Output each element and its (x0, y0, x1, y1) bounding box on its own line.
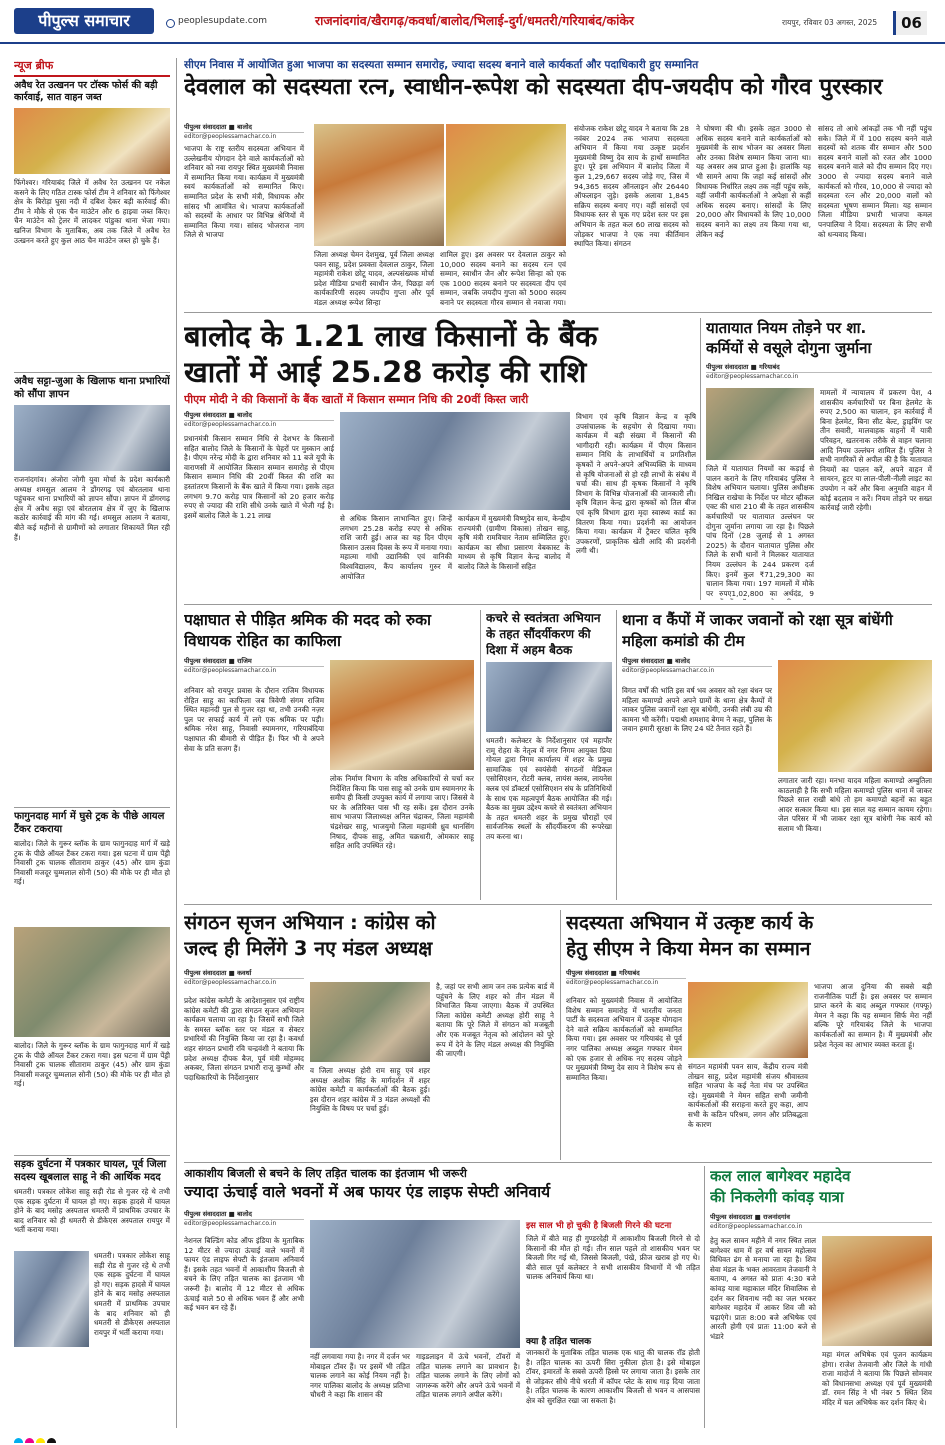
kisan-subhead: पीएम मोदी ने की किसानों के बैंक खातों में किसान सम्मान निधि की 20वीं किस्त जारी (184, 393, 529, 406)
top-col-3: शामिल हुए। इस अवसर पर देवलाल ठाकुर को 10,000 सदस्य बनाने का सदस्य रत्न एवं सम्मान, स्वाधीन जैन और रूपेश सिन्हा को एक एक 1000 सदस्य बनाने पर सदस्यता दीप एवं सम्मान, जबकि जयदीप गुप्ता को 5000 सदस्य बनाने पर सदस्यता गौरव सम्मान से नवाजा गया। (440, 250, 566, 307)
raksha-story (622, 610, 932, 900)
brief-4-more: धमतरी। पत्रकार लोकेश साहू सड़ी रोड से गुजर रहे थे तभी एक सड़क दुर्घटना में घायल हो गए। सड़क हादसे में घायल होने के बाद मसोह अस्पताल धमतरी में प्राथमिक उपचार के बाद शनिवार को ही धमतरी से डीकेएस अस्पताल रायपुर में भर्ती कराया गया। (94, 1251, 170, 1337)
raksha-col-1: विगत वर्षों की भांति इस वर्ष भव अवसर को रक्षा बंधन पर महिला कमाण्डो अपने अपने ग्रामों के थाना क्षेत्र कैम्पों में जाकर पुलिस जवानों रक्षा सूत्र बांधेंगी, उनकी लंबी उम्र की कामना भी करेंगी। पद्मश्री शमशाद बेगम ने कहा, पुलिस के जवान हमारी सुरक्षा के लिए 24 घंटे तैनात रहते हैं। (622, 686, 772, 734)
mla-photo (330, 660, 474, 770)
raksha-headline: थाना व कैंपों में जाकर जवानों को रक्षा सूत्र बांधेंगी महिला कमांडो की टीम (622, 611, 893, 650)
traffic-email: editor@peoplessamachar.co.in (706, 373, 799, 380)
raksha-photo (778, 660, 932, 772)
fire-headline: ज्यादा ऊंचाई वाले भवनों में अब फायर एंड लाइफ सेफ्टी अनिवार्य (184, 1183, 551, 1201)
kanwar-col-1: हेतु कल सावन महीने में नगर स्थित लाल बागेश्वर धाम में हर वर्ष सावन महोत्सव विधिवत ढंग से मनाया जा रहा है। शिव सेवा मंडल के भक्त आवरताम तेजवानी ने बताया, 4 अगस्त को प्रातः 4:30 बजे कांवड़ यात्रा महाकाल मंदिर शिवालिक से दर्शन कर शिवनाथ नदी का जल भरकर बागेश्वर महादेव में आकर शिव जी को चढ़ाएंगे। प्रातः 8:00 बजे अभिषेक एवं आरती होगी एवं प्रातः 11:00 बजे से भंडारे (710, 1236, 816, 1341)
traffic-col-1: जिले में यातायात नियमों का कड़ाई से पालन कराने के लिए गरियाबंद पुलिस ने विशेष अभियान चलाया। पुलिस अधीक्षक निखिल राखेचा के निर्देश पर मोटर व्हीकल एक्ट की धारा 210 बी के तहत शासकीय कर्मचारियों पर यातायात उल्लंघन पर दोगुना जुर्माना लगाया जा रहा है। पिछले पांच दिनों (28 जुलाई से 1 अगस्त 2025) के दौरान यातायात पुलिस और जिले के सभी थानों ने मिलकर यातायात नियम उल्लंघन के 244 प्रकरण दर्ज किए। इनमें कुल ₹71,29,300 का चालान किया गया। 197 मामलों में मौके पर रुपए1,02,800 का अर्थदंड, 9 (706, 464, 814, 598)
kanwar-email: editor@peoplessamachar.co.in (710, 1223, 803, 1230)
memon-col-2: संगठन महामंत्री पवन साय, केंद्रीय राज्य मंत्री तोखन साहू, प्रदेश महामंत्री संजय श्रीवास्तव सहित भाजपा के कई नेता मंच पर उपस्थित रहे। मुख्यमंत्री ने मेमन सहित सभी जमीनी कार्यकर्ताओं की सराहना करते हुए कहा, आप सभी के कठिन परिश्रम, लगन और प्रतिबद्धता के कारण (688, 1062, 808, 1129)
brief-4-photo (14, 1251, 89, 1347)
congress-email: editor@peoplessamachar.co.in (184, 979, 277, 986)
kanwar-col-2: महा मंगल अभिषेक एवं पूजन कार्यक्रम होगा। राजेश तेजवानी और जिले के गांधी राजा मादोर्ज ने बताया कि पिछले सोमवार को विधानसभा अध्यक्ष एवं पूर्व मुख्यमंत्री डॉ. रमन सिंह ने भी नंबर 5 स्थित शिव मंदिर में चल अभिषेक कर दर्शन किए थे। (822, 1350, 932, 1407)
brief-1-text: फिंगेश्वर। गरियाबंद जिले में अवैध रेत उत्खनन पर नकेल कसने के लिए गठित टास्क फोर्स टीम ने शनिवार को फिंगेश्वर क्षेत्र के बिरोड़ा घुसा नदी में दबिश देकर बड़ी कार्रवाई की। टीम ने मौके से एक चैन माउंटेन और 6 हाइवा जब्त किए। चैन माउंटेन को ट्रेलर में लादकर पांडुका थाना भेजा गया। खनिज विभाग के मुताबिक, अब तक जिले में अवैध रेत उत्खनन करते हुए कुल आठ चैन माउंटेन जब्त हो चुके हैं। (14, 178, 170, 245)
congress-col-3: है, जहां पर सभी आम जन तक प्रत्येक बार्ड में पहुंचने के लिए शहर को तीन मंडल में विभाजित किया जाएगा। बैठक में उपस्थित जिला कांग्रेस कमेटी अध्यक्ष होरी साहू ने बताया कि पूरे जिले में संगठन को मजबूती और एक मजबूत नेतृत्व को आंदोलन को पूरे रूप में देने के लिए मंडल अध्यक्ष की नियुक्ति की जाएगी। (436, 982, 554, 1059)
kisan-byline: पीपुल्स संवाददाता ■ बालोद (184, 410, 334, 421)
cleanliness-photo (486, 662, 612, 732)
fire-col-1: नेशनल बिल्डिंग कोड ऑफ इंडिया के मुताबिक 12 मीटर से ज्यादा ऊंचाई वाले भवनों में फायर एंड लाइफ सेफ्टी के इंतजाम अनिवार्य हैं। इसके तहत भवनों में आकाशीय बिजली से बचने के लिए तड़ित चालक का इंतजाम भी जरूरी है। बालोद में 12 मीटर से अधिक ऊंचाई वाले 50 से अधिक भवन हैं और अभी कई भवन बन रहे हैं। (184, 1236, 304, 1313)
top-caption: जिला अध्यक्ष चेमन देशमुख, पूर्व जिला अध्यक्ष पवन साहू, प्रदेश प्रवक्ता देवलाल ठाकुर, जिला महामंत्री राकेश छोटू यादव, अल्पसंख्यक मोर्चा प्रदेश मीडिया प्रभारी स्वाधीन जैन, पिछड़ा वर्ग कार्यकारिणी सदस्य जयदीप गुप्ता और पूर्व मंडल अध्यक्ष रूपेश सिन्हा (314, 250, 434, 307)
kanwar-headline-2: की निकलेगी कांवड़ यात्रा (710, 1188, 844, 1206)
fire-story (184, 1166, 700, 1428)
top-col-5: ने घोषणा की थी। इसके तहत 3000 से अधिक सदस्य बनाने वाले कार्यकर्ताओं को मुख्यमंत्री के साथ भोजन का अवसर मिला और उनका विशेष सम्मान किया जाना था। यह अवसर अब प्राप्त हुआ है। हालांकि यह भी सामने आया कि जहां कई सांसदों और विधायक निर्धारित लक्ष्य तक नहीं पहुंच सके, वहीं जमीनी कार्यकर्ताओं ने अपेक्षा से कहीं अधिक सदस्य बनाए। सांसदों के लिए 20,000 और विधायकों के लिए 10,000 सदस्य बनाने का लक्ष्य तय किया गया था, लेकिन कई (696, 124, 811, 239)
congress-photo (310, 982, 430, 1062)
congress-col-1: प्रदेश कांग्रेस कमेटी के आदेशानुसार एवं राष्ट्रीय कांग्रेस कमेटी की द्वारा संगठन सृजन अभियान कार्यक्रम चलाया जा रहा है। जिसमें सभी जिले के समस्त ब्लॉक स्तर पर मंडल व सेक्टर प्रभारियों की नियुक्ति किया जा रहा है। कवर्धा शहर संगठन प्रभारी रवि चन्द्रवंशी ने बताया कि प्रदेश अध्यक्ष दीपक बैज, पूर्व मंत्री मोहम्मद अकबर, जिला संगठन प्रभारी राजू कुम्भों और पदाधिकारियों के निर्देशानुसार (184, 996, 304, 1082)
top-kicker: सीएम निवास में आयोजित हुआ भाजपा का सदस्यता सम्मान समारोह, ज्यादा सदस्य बनाने वाले कार्यकर्ता और पदाधिकारी हुए सम्मानित (184, 59, 699, 71)
mla-byline: पीपुल्स संवाददाता ■ राजिम (184, 656, 324, 667)
kisan-email: editor@peoplessamachar.co.in (184, 421, 277, 428)
kisan-col-3: विभाग एवं कृषि विज्ञान केन्द्र व कृषि उपसंचालक के सहयोग से दिखाया गया। कार्यक्रम में बड़ी संख्या में किसानों की भागीदारी रही। कार्यक्रम में पीएम किसान सम्मान निधि के लाभार्थियों व प्रगतिशील कृषकों ने अपने-अपने अभिव्यक्ति के माध्यम से कृषि योजनाओं से हो रही लाभों के संबंध में चर्चा की। साथ ही कृषक किसानों ने कृषि विभाग के विभिन्न योजनाओं की जानकारी ली। कृषि विज्ञान केन्द्र द्वारा कृषकों को तिल बीज एवं कृषि विभाग द्वारा मृदा स्वास्थ्य कार्ड का वितरण किया गया। प्रदर्शनी का आयोजन किया गया। कार्यक्रम में ट्रैक्टर चलित कृषि उपकरणों, प्राकृतिक खेती आदि की प्रदर्शनी लगी थी। (576, 412, 696, 556)
mla-col-2: लोक निर्माण विभाग के वरिष्ठ अधिकारियों से चर्चा कर निर्देशित किया कि पास साहू को उनके ग्राम स्यामनगर के समीप ही किसी उपयुक्त कार्य में लगाया जाए। जिससे वे घर के अतिरिक्त पास भी रह सकें। इस दौरान उनके साथ भाजपा जिलाध्यक्ष अनिल चंद्राकर, जिला महामंत्री चंद्रशेखर साहू, भाजयुमो जिला महामंत्री ध्रुव थानसिंग निषाद, दीपक साहू, अमित चक्रधारी, ओमकार साहू सहित आदि उपस्थित रहे। (330, 774, 474, 851)
congress-headline-1: संगठन सृजन अभियान : कांग्रेस को (184, 911, 436, 934)
memon-headline-2: हेतु सीएम ने किया मेमन का सम्मान (566, 938, 811, 960)
kanwar-headline-1: कल लाल बागेश्वर महादेव (710, 1167, 851, 1185)
cleanliness-text: धमतरी। कलेक्टर के निर्देशानुसार एवं महापौर रामू रोहरा के नेतृत्व में नगर निगम आयुक्त प्रिया गोयल द्वारा निगम कार्यालय में शहर के प्रमुख सामाजिक एवं स्वयंसेवी संगठनों मेडिकल एसोसिएशन, रोटरी क्लब, लायंस क्लब, लायनेस क्लब एवं डॉक्टर्स एसोसिएशन संघ के प्रतिनिधियों के साथ एक महत्वपूर्ण बैठक आयोजित की गई। बैठक का मुख्य उद्देश्य कचरे से स्वतंत्रता अभियान के तहत धमतरी शहर के प्रमुख चौराहों एवं सार्वजनिक स्थलों के सौंदर्यीकरण की रूपरेखा तय करना था। (486, 736, 612, 841)
memon-email: editor@peoplessamachar.co.in (566, 979, 659, 986)
top-headline: देवलाल को सदस्यता रत्न, स्वाधीन-रूपेश को सदस्यता दीप-जयदीप को गौरव पुरस्कार (184, 74, 883, 100)
memon-col-1: शनिवार को मुख्यमंत्री निवास में आयोजित विशेष सम्मान समारोह में भारतीय जनता पार्टी के सदस्यता अभियान में उत्कृष्ट योगदान देने वाले सक्रिय कार्यकर्ताओं को सम्मानित किया गया। इस अवसर पर गरियाबंद से पूर्व नगर पालिका अध्यक्ष अब्दुल गफ्फार मेमन को एक हजार से अधिक नए सदस्य जोड़ने पर मुख्यमंत्री विष्णु देव साय ने विशेष रूप से सम्मानित किया। (566, 996, 682, 1082)
congress-col-2: व जिला अध्यक्ष होरी राम साहू एवं शहर अध्यक्ष अशोक सिंह के मार्गदर्शन में शहर कांग्रेस कमेटी व कार्यकर्ताओं की बैठक हुई। इस दौरान शहर कांग्रेस में 3 मंडल अध्यक्षों की नियुक्ति के विषय पर चर्चा हुई। (310, 1066, 430, 1114)
brief-2-photo (14, 405, 170, 471)
brief-4-text: धमतरी। पत्रकार लोकेश साहू सड़ी रोड से गुजर रहे थे तभी एक सड़क दुर्घटना में घायल हो गए। सड़क हादसे में घायल होने के बाद मसोह अस्पताल धमतरी में प्राथमिक उपचार के बाद शनिवार को ही धमतरी से डीकेएस अस्पताल रायपुर में भर्ती कराया गया। (14, 1187, 170, 1235)
kanwar-story (710, 1166, 932, 1428)
brief-3-photo (14, 927, 170, 1037)
mla-story (184, 610, 474, 900)
print-color-bar (14, 1432, 932, 1443)
top-col-4: संयोजक राकेश छोटू यादव ने बताया कि 28 नवंबर 2024 तक भाजपा सदस्यता अभियान में किया गया उत्कृष्ट प्रदर्शन मुख्यमंत्री विष्णु देव साय के हाथों सम्मानित हुए। पूरे इस अभियान में बालोद जिला में कुल 1,29,667 सदस्य जोड़े गए, जिस में 94,365 सदस्य ऑनलाइन और 26440 ऑफलाइन जुड़े। इसके अलावा 1,845 सक्रिय सदस्य बनाए गए। वहीं सांसदों एवं विधायक स्तर से चूक गए प्रदेश स्तर पर इस अभियान के तहत कल 60 लाख सदस्य को जोड़कर भाजपा ने एक नया कीर्तिमान स्थापित किया। संगठन (574, 124, 689, 249)
kisan-col-2: से अधिक किसान लाभान्वित हुए। जिन्हें लगभग 25.28 करोड़ रुपए से अधिक राशि जारी हुई। आज का यह दिन पीएम किसान उत्सव दिवस के रूप में मनाया गया। महात्मा गांधी उद्यानिकी एवं वानिकी विश्वविद्यालय, कैंप कार्यालय गुरुर में आयोजित (340, 514, 452, 581)
memon-byline: पीपुल्स संवाददाता ■ गरियाबंद (566, 968, 686, 979)
fire-what-text: जानकारों के मुताबिक तड़ित चालक एक धातु की चालक रॉड होती है। तड़ित चालक का ऊपरी सिरा नुकीला होता है। इसे मोबाइल टॉवर, इमारतों के सबसे ऊपरी हिस्से पर लगाया जाता है। इसके तार से जोड़कर सीधे नीचे धरती में कॉपर प्लेट के साथ गाड़ दिया जाता है। तड़ित चालक के कारण आकाशीय बिजली से भवन व आसपास क्षेत्र को सुरक्षित रखा जा सकता है। (526, 1348, 700, 1405)
brief-2-text: राजनांदगांव। अंजोरा जोगी युवा मोर्चा के प्रदेश कार्यकारी अध्यक्ष शमसुल आलम ने डोंगरगढ़ एवं बोरतलाव थाना पहुंचकर थाना प्रभारियों को ज्ञापन सौंपा। ज्ञापन में डोंगरगढ़ क्षेत्र में अवैध सट्टा एवं बोरतलाव क्षेत्र में जुए के खिलाफ कठोर कार्रवाई की मांग की गई। शमसुल आलम ने बताया, बीते कई महीनों से ग्रामीणों को लगातार शिकायतें मिल रही हैं। (14, 475, 170, 542)
fire-box-title: इस साल भी हो चुकी है बिजली गिरने की घटना (526, 1221, 672, 1231)
mla-col-1: शनिवार को रायपुर प्रवास के दौरान राजिम विधायक रोहित साहू का काफिला जब त्रिवेणी संगम राजिम स्थित महानदी पुल से गुजर रहा था, तभी उनकी नज़र पुल पर सफाई कार्य में लगे एक श्रमिक पर पड़ी। श्रमिक नरेश साहू, निवासी स्यामनगर, गरियाबंदिया पक्षाघात की बीमारी से पीड़ित हैं। फिर भी वे अपने सेवा के प्रति सजग हैं। (184, 686, 324, 753)
top-email: editor@peoplessamachar.co.in (184, 133, 277, 140)
top-byline: पीपुल्स संवाददाता ■ बालोद (184, 122, 304, 133)
brief-1-title: अवैध रेत उत्खनन पर टॉस्क फोर्स की बड़ी कार्रवाई, सात वाहन जब्त (14, 80, 158, 103)
kisan-col-1: प्रधानमंत्री किसान सम्मान निधि से देशभर के किसानों सहित बालोद जिले के किसानों के चेहरों पर मुस्कान आई है। पीएम नरेन्द्र मोदी के द्वारा शनिवार को 11 बजे यूपी के वाराणसी में आयोजित किसान सम्मान समारोह से पीएम किसान सम्मान निधि की 20वीं किस्त की राशि का हस्तांतरण किसानों के बैंक खाते में किया गया। इसके तहत लगभग 9.70 करोड़ पात्र किसानों को 20 हजार करोड़ रुपए से ज्यादा की राशि सीधे उनके खाते में भेजी गई है। इसमें बालोद जिले के 1.21 लाख (184, 434, 334, 520)
kisan-headline-2: खातों में आई 25.28 करोड़ की राशि (184, 355, 587, 389)
kisan-photo (340, 412, 570, 510)
brief-4-title: सड़क दुर्घटना में पत्रकार घायल, पूर्व जिला सदस्य खूबलाल साहू ने की आर्थिक मदद (14, 1155, 170, 1184)
kanwar-byline: पीपुल्स संवाददाता ■ राजनांदगांव (710, 1212, 932, 1223)
traffic-col-2: मामलों में न्यायालय में प्रकरण पेश, 4 शासकीय कर्मचारियों पर बिना हेलमेट के रुपए 2,500 का चालान, इन कार्रवाई में बिना हेलमेट, बिना सीट बेल्ट, ड्राइविंग पर तीन सवारी, मालवाहक वाहनों में यात्री परिवहन, खतरनाक तरीके से वाहन चलाना आदि नियम उल्लंघन शामिल हैं। पुलिस ने सभी नागरिकों से अपील की है कि यातायात नियमों का पालन करें, अपने वाहन में सायरन, हूटर या लाल-पीली-नीली लाइट का उपयोग न करें और बिना अनुमति वाहन में कोई बदलाव न करें। नियम तोड़ने पर सख्त कार्रवाई जारी रहेगी। (820, 388, 932, 513)
congress-headline-2: जल्द ही मिलेंगे 3 नए मंडल अध्यक्ष (184, 937, 433, 960)
top-story (184, 58, 932, 308)
fire-col-2: नहीं लगवाया गया है। नगर में दर्जन भर मोबाइल टॉवर हैं। पर इसमें भी तड़ित चालक लगाने का कोई नियम नहीं है। नगर पालिका बालोद के अध्यक्ष प्रतिभा चौधरी ने कहा कि शासन की (310, 1352, 410, 1400)
kanwar-photo (822, 1236, 932, 1346)
brief-3-text: बालोद। जिले के गुरूर ब्लॉक के ग्राम फागुनदाह मार्ग में खड़े ट्रक के पीछे ऑयल टैंकर टकरा गया। इस घटना में ग्राम पेंड्री निवासी ट्रक चालक सीताराम ठाकुर (45) और ग्राम कुंडा निवासी मजदूर चुम्मलाल सोनी (50) की मौके पर ही मौत हो गई। (14, 839, 170, 887)
raksha-byline: पीपुल्स संवाददाता ■ बालोद (622, 656, 772, 667)
top-col-1: भाजपा के राष्ट्र स्तरीय सदस्यता अभियान में उल्लेखनीय योगदान देने वाले कार्यकर्ताओं को शनिवार को नवा रायपुर स्थित मुख्यमंत्री निवास में सम्मानित किया गया। कार्यक्रम में मुख्यमंत्री स्वयं कार्यकर्ताओं को सम्मानित किए। सम्मानित प्रदेश के सभी मंत्री, विधायक और सांसद भी आमंत्रित थे। भाजपा कार्यकर्ताओं को सदस्यों के आधार पर विभिन्न श्रेणियों में सम्मानित किया गया। सांसद भोजराज नाग जिले से भाजपा (184, 144, 304, 240)
raksha-email: editor@peoplessamachar.co.in (622, 667, 715, 674)
website-link[interactable]: peoplesupdate.com (178, 16, 267, 26)
memon-headline-1: सदस्यता अभियान में उत्कृष्ट कार्य के (566, 912, 814, 934)
brief-2-title: अवैध सट्टा-जुआ के खिलाफ थाना प्रभारियों को सौंपा ज्ञापन (14, 372, 170, 401)
masthead (0, 0, 945, 44)
memon-story (566, 910, 932, 1160)
top-col-6: सांसद तो आधे आंकड़ों तक भी नहीं पहुंच सके। जिले में में 100 सदस्य बनने वाले सदस्यों को शतक वीर सम्मान और 500 सदस्य बनाने वालों को रजत और 1000 सदस्य बनाने वाले को दीप सम्मान दिए गए। 3000 से ज्यादा सदस्य बनाने वाले कार्यकर्ता को गौरव, 10,000 से ज्यादा को सदस्यता रत्न और 20,000 वालों को सदस्यता भूषण सम्मान मिला। यह सम्मान जिला मीडिया प्रभारी भाजपा कमल पनपालिया ने दिया। सदस्यता के लिए सभी को धन्यवाद किया। (818, 124, 932, 239)
fire-email: editor@peoplessamachar.co.in (184, 1220, 277, 1227)
memon-photo (688, 982, 808, 1058)
fire-col-3: गाइडलाइन में ऊंचे भवनों, टॉवरों में तड़ित चालक लगाने का प्रावधान है। तड़ित चालक लगाने के लिए लोगों को जागरूक करेंगे और अपने ऊंचे भवनों में तड़ित चालक लगाने अपील करेंगे। (416, 1352, 520, 1400)
traffic-story (706, 318, 932, 600)
congress-story (184, 910, 554, 1160)
traffic-headline-1: यातायात नियम तोड़ने पर शा. (706, 319, 867, 337)
brief-3-title: फागुनदाह मार्ग में घुसे ट्रक के पीछे आयल टैंकर टकराया (14, 807, 170, 836)
traffic-photo (706, 388, 814, 460)
district-list: राजनांदगांव/खैरागढ़/कवर्धा/बालोद/भिलाई-दुर्ग/धमतरी/गरियाबंद/कांकेर (315, 13, 635, 28)
kisan-caption: कार्यक्रम में मुख्यमंत्री विष्णुदेव साय, केन्द्रीय राज्यमंत्री (ग्रामीण विकास) तोखन साहू, कृषि मंत्री रामविचार नेताम सम्मिलित हुए। कार्यक्रम का सीधा प्रसारण वेबकास्ट के माध्यम से कृषि विज्ञान केन्द्र बालोद में बालोद जिले के किसानों सहित (458, 514, 570, 571)
mla-headline: पक्षाघात से पीड़ित श्रमिक की मदद को रुका विधायक रोहित का काफिला (184, 611, 432, 650)
traffic-headline-2: कर्मियों से वसूले दोगुना जुर्माना (706, 339, 872, 357)
congress-byline: पीपुल्स संवाददाता ■ कवर्धा (184, 968, 304, 979)
mla-email: editor@peoplessamachar.co.in (184, 667, 277, 674)
news-brief-column (14, 58, 170, 1428)
cleanliness-headline: कचरे से स्वतंत्रता अभियान के तहत सौंदर्यीकरण की दिशा में अहम बैठक (486, 611, 601, 657)
fire-kicker: आकाशीय बिजली से बचने के लिए तड़ित चालक का इंतजाम भी जरूरी (184, 1167, 467, 1180)
globe-icon (166, 19, 175, 28)
date-line: रायपुर, रविवार 03 अगस्त, 2025 (782, 18, 878, 27)
brief-3-more: बालोद। जिले के गुरूर ब्लॉक के ग्राम फागुनदाह मार्ग में खड़े ट्रक के पीछे ऑयल टैंकर टकरा गया। इस घटना में ग्राम पेंड्री निवासी ट्रक चालक सीताराम ठाकुर (45) और ग्राम कुंडा निवासी मजदूर चुम्मलाल सोनी (50) की मौके पर ही मौत हो गई। (14, 1041, 170, 1089)
masthead-logo: पीपुल्स समाचार (14, 8, 154, 34)
kisan-headline-1: बालोद के 1.21 लाख किसानों के बैंक (184, 319, 598, 353)
raksha-col-2: लगातार जारी रहा। मनभा यादव महिला कमाण्डो अम्बुतिला काठलाही है कि सभी महिला कमाण्डो पुलिस थाना में जाकर पिछले साल राखी बांधे तो हम कमाण्डो बहनों का बहुत आदर सत्कार किया था। इस साल यह सम्मान कायम रहेगा। जेल परिसर में भी जाकर रक्षा सूत्र बांधेगी नेक कार्य को सलाम भी किया। (778, 776, 932, 833)
memon-col-3: भाजपा आज दुनिया की सबसे बड़ी राजनीतिक पार्टी है। इस अवसर पर सम्मान प्राप्त करने के बाद अब्दुल गफ्फार (गफ्फू) मेमन ने कहा कि यह सम्मान सिर्फ मेरा नहीं बल्कि पूरे गरियाबंद जिले के भाजपा कार्यकर्ताओं का सम्मान है। मैं मुख्यमंत्री और प्रदेश नेतृत्व का आभार व्यक्त करता हूं। (814, 982, 932, 1049)
brief-1-photo (14, 108, 170, 174)
fire-photo (310, 1220, 520, 1348)
news-brief-label: न्यूज ब्रीफ (14, 58, 170, 77)
fire-box-text: जिले में बीते माह ही गुण्डरदेही में आकाशीय बिजली गिरने से दो किसानों की मौत हो गई। तीन साल पहले तो शासकीय भवन पर बिजली गिर गई थी, जिससे बिजली, पंखे, फ्रीज खराब हो गए थे। बीते साल पूर्व कलेक्टर ने सभी शासकीय विभागों में भी तड़ित चालक अनिवार्य किया था। (526, 1234, 700, 1282)
page-number: 06 (893, 11, 927, 35)
fire-byline: पीपुल्स संवाददाता ■ बालोद (184, 1209, 304, 1220)
traffic-byline: पीपुल्स संवाददाता ■ गरियाबंद (706, 362, 932, 373)
fire-what-title: क्या है तड़ित चालक (526, 1337, 592, 1347)
top-photo-1 (314, 124, 444, 246)
kisan-story (184, 318, 696, 600)
top-photo-2 (446, 124, 566, 246)
cleanliness-story (486, 610, 612, 900)
